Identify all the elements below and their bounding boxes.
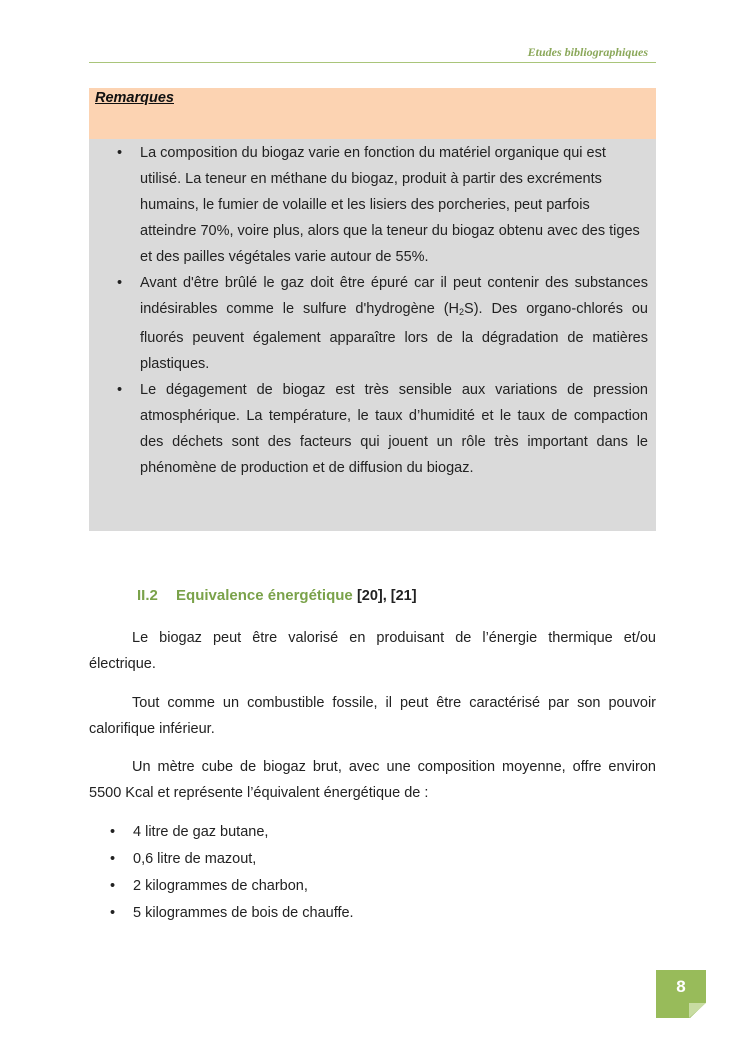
- bullet-icon: •: [117, 275, 123, 291]
- list-item: • 2 kilogrammes de charbon,: [89, 873, 656, 900]
- remarks-header: [89, 88, 656, 139]
- paragraph: Tout comme un combustible fossile, il peut être caractérisé par son pouvoir calorifique inférieur.: [89, 695, 656, 737]
- list-item: • 0,6 litre de mazout,: [89, 846, 656, 873]
- paragraph: Un mètre cube de biogaz brut, avec une composition moyenne, offre environ 5500 Kcal et représente l’équivalent énergétique de :: [89, 759, 656, 801]
- remarks-list: [89, 140, 656, 481]
- bullet-icon: •: [110, 824, 116, 840]
- remark-text: Avant d'être brûlé le gaz doit être épuré car il peut contenir des substances indésirables comme le sulfure d'hydrogène $(H_2S)$. Des organo-chlorés ou fluorés peuvent également apparaître lors de la dégradation de matières plastiques.: [140, 275, 648, 372]
- bullet-icon: •: [117, 145, 123, 161]
- page-header: [89, 44, 656, 63]
- paragraph: Le biogaz peut être valorisé en produisant de l’énergie thermique et/ou électrique.: [89, 630, 656, 672]
- bullet-icon: •: [110, 851, 116, 867]
- header-title: Etudes bibliographiques: [527, 45, 648, 59]
- section-references: [20], [21]: [356, 588, 417, 604]
- section-heading: [137, 587, 417, 604]
- bullet-icon: •: [117, 382, 123, 398]
- bullet-icon: •: [110, 878, 116, 894]
- remark-item: [89, 270, 656, 377]
- remark-item: [89, 140, 656, 270]
- list-item: • 5 kilogrammes de bois de chauffe.: [89, 900, 656, 927]
- section-number: II.2: [137, 587, 158, 604]
- bullet-icon: •: [110, 905, 116, 921]
- section-title: Equivalence énergétique: [176, 587, 353, 604]
- remarks-box: [89, 88, 656, 531]
- remark-item: [89, 377, 656, 481]
- page-number: 8: [676, 977, 686, 996]
- page-corner-fold: [689, 1003, 706, 1018]
- list-item: • 4 litre de gaz butane,: [89, 819, 656, 846]
- remark-text: Le dégagement de biogaz est très sensible aux variations de pression atmosphérique. La température, le taux d’humidité et le taux de compaction des déchets sont des facteurs qui jouent un rôle très important dans le phénomène de production et de diffusion du biogaz.: [140, 382, 648, 476]
- equivalents-list: [89, 819, 656, 927]
- remark-text: La composition du biogaz varie en fonction du matériel organique qui est utilisé. La teneur en méthane du biogaz, produit à partir des excréments humains, le fumier de volaille et les lisiers des porcheries, peut parfois atteindre 70%, voire plus, alors que la teneur du biogaz obtenu avec des tiges et des pailles végétales varie autour de 55%.: [140, 145, 640, 265]
- remarks-title: Remarques: [95, 90, 174, 106]
